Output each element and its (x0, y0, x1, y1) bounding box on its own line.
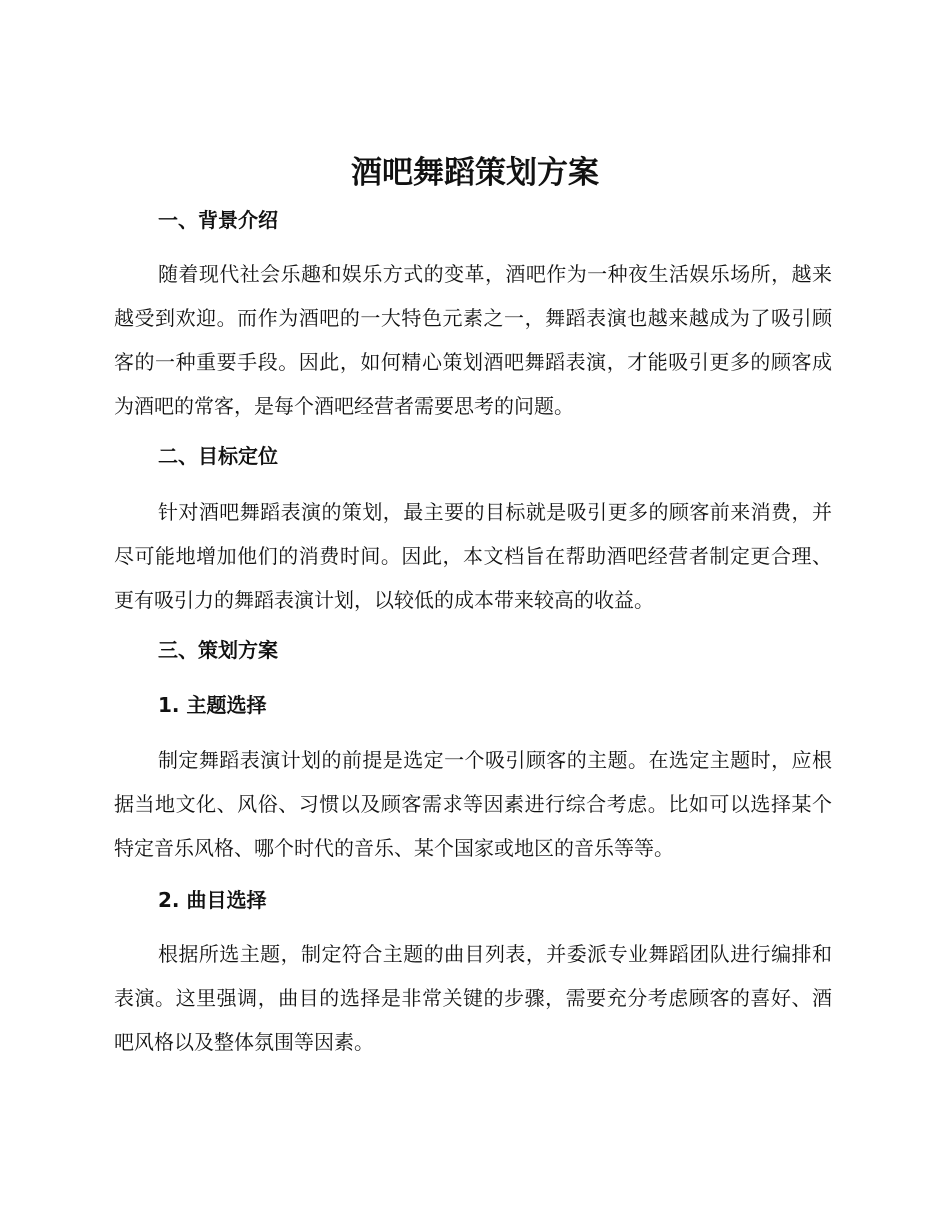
section-heading-target: 二、目标定位 (158, 444, 278, 468)
subsection-heading-songs: 2. 曲目选择 (158, 888, 267, 912)
document-title: 酒吧舞蹈策划方案 (351, 155, 599, 191)
section-heading-background: 一、背景介绍 (158, 208, 278, 232)
subsection-heading-theme: 1. 主题选择 (158, 693, 267, 717)
subsection-paragraph-songs: 根据所选主题，制定符合主题的曲目列表，并委派专业舞蹈团队进行编排和表演。这里强调，曲目的选择是非常关键的步骤，需要充分考虑顾客的喜好、酒吧风格以及整体氛围等因素。 (114, 942, 832, 1054)
subsection-paragraph-theme: 制定舞蹈表演计划的前提是选定一个吸引顾客的主题。在选定主题时，应根据当地文化、风俗、习惯以及顾客需求等因素进行综合考虑。比如可以选择某个特定音乐风格、哪个时代的音乐、某个国家或地区的音乐等等。 (114, 748, 832, 860)
section-paragraph-background: 随着现代社会乐趣和娱乐方式的变革，酒吧作为一种夜生活娱乐场所，越来越受到欢迎。而作为酒吧的一大特色元素之一，舞蹈表演也越来越成为了吸引顾客的一种重要手段。因此，如何精心策划酒吧舞蹈表演，才能吸引更多的顾客成为酒吧的常客，是每个酒吧经营者需要思考的问题。 (114, 262, 832, 418)
section-paragraph-target: 针对酒吧舞蹈表演的策划，最主要的目标就是吸引更多的顾客前来消费，并尽可能地增加他们的消费时间。因此，本文档旨在帮助酒吧经营者制定更合理、更有吸引力的舞蹈表演计划，以较低的成本带来较高的收益。 (114, 500, 832, 612)
section-heading-plan: 三、策划方案 (158, 638, 278, 662)
